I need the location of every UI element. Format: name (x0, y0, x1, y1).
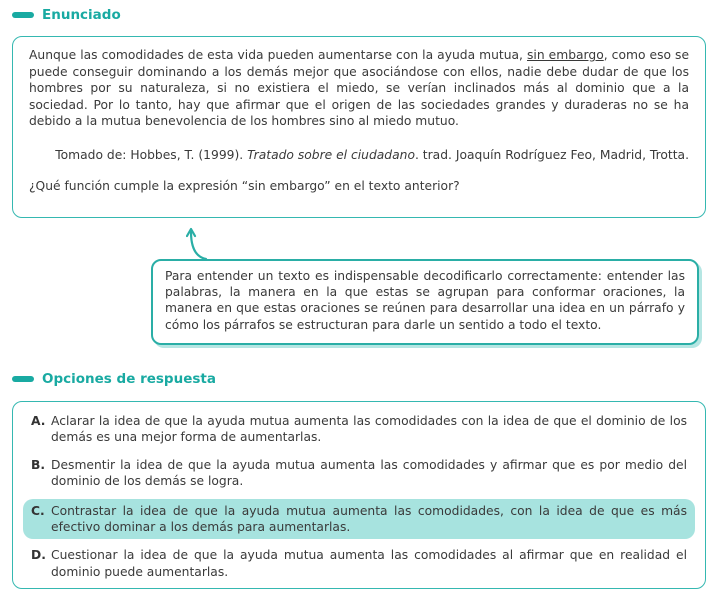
option-c[interactable] (23, 499, 695, 540)
tip-box (151, 259, 699, 345)
question: ¿Qué función cumple la expresión “sin embargo” en el texto anterior? (29, 178, 460, 193)
citation-prefix: Tomado de: Hobbes, T. (1999). (55, 147, 248, 162)
tip-text: Para entender un texto es indispensable decodificarlo correctamente: entender las palabras, la manera en la que estas se agrupan para conformar oraciones, la manera en que estas oraciones se reúnen para desarrollar una idea en un párrafo y cómo los párrafos se estructuran para darle un sentido a todo el texto. (165, 269, 685, 332)
text-after: , como eso se puede conseguir dominando a los demás mejor que asociándose con ellos, nadie debe dudar de que los hombres por su naturaleza, si no existiera el miedo, se verían inclinados más al dominio que a la sociedad. Por lo tanto, hay que afirmar que el origen de las sociedades grandes y duraderas no se ha debido a la mutua benevolencia de los hombres sino al miedo mutuo. (29, 48, 690, 129)
enunciado-heading (12, 7, 121, 23)
opciones-heading (12, 371, 216, 387)
underlined-expression: sin embargo (527, 48, 604, 62)
option-text: Desmentir la idea de que la ayuda mutua aumenta las comodidades y afirmar que es por medio del dominio de los demás se logra. (51, 457, 687, 489)
heading-bar-icon (12, 376, 34, 382)
option-letter: A. (31, 414, 46, 428)
option-d[interactable] (23, 545, 695, 583)
option-a[interactable] (23, 411, 695, 449)
option-text: Contrastar la idea de que la ayuda mutua aumenta las comodidades, con la idea de que es más efectivo dominar a los demás para aumentarlas. (51, 503, 687, 535)
enunciado-box (12, 36, 706, 218)
citation-title: Tratado sobre el ciudadano (247, 147, 415, 162)
opciones-title: Opciones de respuesta (42, 371, 216, 387)
text-before: Aunque las comodidades de esta vida pueden aumentarse con la ayuda mutua, (29, 48, 528, 62)
option-letter: D. (31, 548, 46, 563)
citation (29, 147, 689, 164)
option-text: Cuestionar la idea de que la ayuda mutua aumenta las comodidades al afirmar que en realidad el dominio puede aumentarlas. (51, 548, 687, 579)
pointer-arrow-icon (186, 226, 210, 262)
heading-bar-icon (12, 12, 34, 18)
citation-suffix: . trad. Joaquín Rodríguez Feo, Madrid, Trotta. (414, 147, 689, 162)
options-box (12, 401, 706, 589)
option-text: Aclarar la idea de que la ayuda mutua aumenta las comodidades con la idea de que el dominio de los demás es una mejor forma de aumentarlas. (51, 414, 687, 445)
enunciado-title: Enunciado (42, 7, 121, 23)
enunciado-paragraph (29, 47, 689, 130)
option-b[interactable] (23, 455, 695, 493)
option-letter: C. (31, 503, 45, 518)
option-letter: B. (31, 457, 46, 472)
